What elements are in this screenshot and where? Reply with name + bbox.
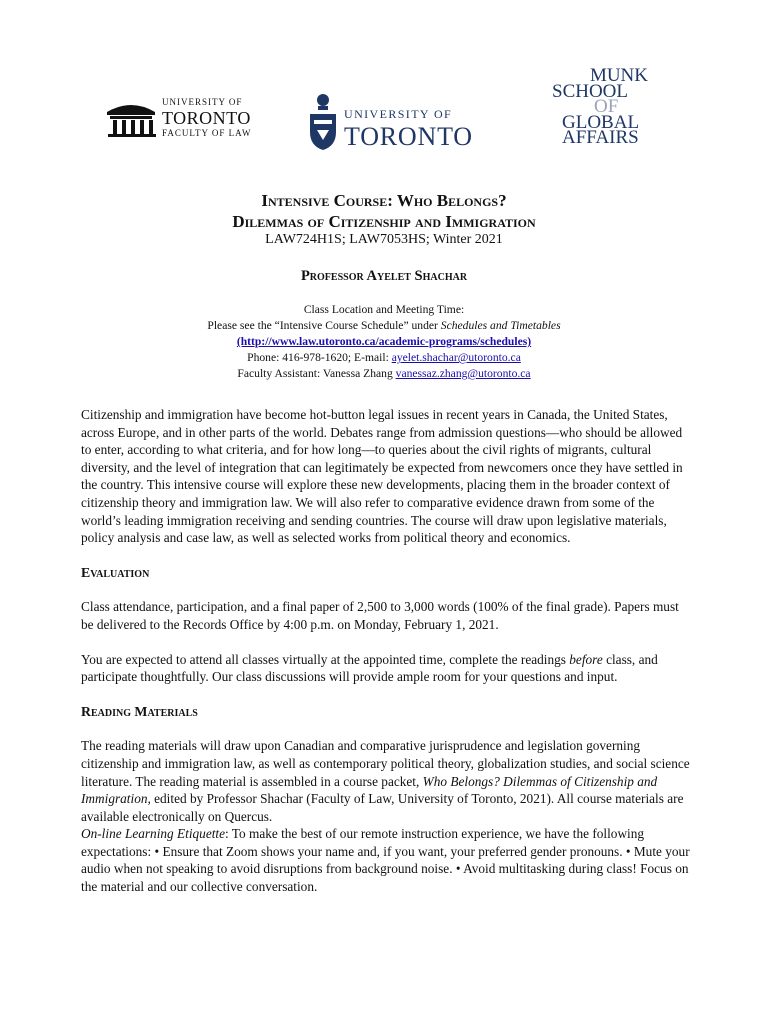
intro-paragraph: Citizenship and immigration have become hot-button legal issues in recent years in Canada, the United States, across Europe, and in other parts of the world. Debates range from admission questions—who should be allowed to enter, according to what criteria, and for how long—to queries about the civil rights of migrants, cultural diversity, and the level of integration that can legitimately be expected from newcomers once they have settled in the country. This intensive course will explore these new developments, placing them in the broader context of citizenship theory and immigration law. We will also refer to comparative evidence drawn from some of the world’s leading immigration receiving and sending countries. The course will draw upon legislative materials, policy analysis and case law, as well as selected works from political theory and economics. <box>81 407 683 546</box>
evaluation-p2-text-end: class, and participate thoughtfully. Our class discussions will provide ample room for your questions and input. <box>81 651 658 685</box>
syllabus-body <box>81 406 691 896</box>
uoft-logo-line1: UNIVERSITY OF <box>344 107 453 121</box>
munk-school-logo <box>552 65 652 149</box>
munk-logo-line2: SCHOOL <box>552 80 629 102</box>
etiquette-text: : To make the best of our remote instruction experience, we have the following expectations: • Ensure that Zoom shows your name and, if you want, your preferred gender pronouns. • Mute your audio when not speaking to avoid disruptions from background noise. • Avoid multitasking during class! Focus on the material and our collective conversation. <box>81 826 690 895</box>
crest-icon <box>308 92 338 152</box>
professor-name: Professor Ayelet Shachar <box>300 268 468 284</box>
reading-text-end: edited by Professor Shachar (Faculty of Law, University of Toronto, 2021). All course materials are available electronically on Quercus. <box>81 791 684 824</box>
munk-logo-line5: AFFAIRS <box>562 127 639 149</box>
schedule-emphasis: Schedules and Timetables <box>440 319 561 332</box>
reading-text: The reading materials will draw upon Canadian and comparative jurisprudence and legislation governing citizenship and immigration law, as well as contemporary political theory, globalization studies, and social science literature. The reading material is assembled in a course packet, <box>81 738 690 789</box>
assistant-line <box>0 366 768 382</box>
schedule-url-line <box>0 334 768 350</box>
course-header <box>0 190 768 382</box>
law-logo-line1: UNIVERSITY OF <box>162 97 243 107</box>
law-logo-line3: FACULTY OF LAW <box>162 128 252 138</box>
professor-email-link[interactable]: ayelet.shachar@utoronto.ca <box>391 351 521 364</box>
course-packet-title: Who Belongs? Dilemmas of Citizenship and Immigration, <box>81 773 658 807</box>
course-title-line1: Intensive Course: Who Belongs? <box>261 191 507 210</box>
uoft-logo-line2: TORONTO <box>344 122 473 151</box>
reading-paragraph <box>81 737 691 825</box>
assistant-email-link[interactable]: vanessaz.zhang@utoronto.ca <box>395 367 531 380</box>
schedule-text: Please see the “Intensive Course Schedule” under <box>207 319 441 332</box>
munk-logo-line3: OF <box>594 96 619 118</box>
law-logo-line2: TORONTO <box>162 108 251 128</box>
munk-logo-line1: MUNK <box>589 65 648 86</box>
etiquette-paragraph <box>81 825 691 895</box>
university-of-toronto-logo <box>308 92 478 154</box>
contact-line <box>0 350 768 366</box>
location-label: Class Location and Meeting Time: <box>303 303 465 316</box>
evaluation-p2-text: You are expected to attend all classes virtually at the appointed time, complete the readings <box>81 651 570 667</box>
schedule-url-link[interactable]: (http://www.law.utoronto.ca/academic-programs/schedules) <box>236 335 532 348</box>
evaluation-heading: Evaluation <box>81 564 150 580</box>
course-info <box>0 302 768 382</box>
evaluation-p2-emphasis: before <box>569 651 603 667</box>
assistant-text: Faculty Assistant: Vanessa Zhang <box>237 367 396 380</box>
faculty-of-law-logo <box>104 96 274 142</box>
course-codes: LAW724H1S; LAW7053HS; Winter 2021 <box>265 232 503 247</box>
evaluation-paragraph-1: Class attendance, participation, and a final paper of 2,500 to 3,000 words (100% of the final grade). Papers must be delivered to the Records Office by 4:00 p.m. on Monday, February 1, 2021. <box>81 599 679 632</box>
etiquette-label: On-line Learning Etiquette <box>81 826 226 842</box>
evaluation-paragraph-2 <box>81 651 691 686</box>
phone-text: Phone: 416-978-1620; E-mail: <box>247 351 392 364</box>
munk-logo-line4: GLOBAL <box>562 111 640 133</box>
course-title-line2: Dilemmas of Citizenship and Immigration <box>232 212 536 231</box>
logo-bar <box>0 0 768 170</box>
schedule-line <box>0 318 768 334</box>
reading-materials-heading: Reading Materials <box>81 703 198 719</box>
faculty-of-law-building-icon <box>104 100 158 138</box>
